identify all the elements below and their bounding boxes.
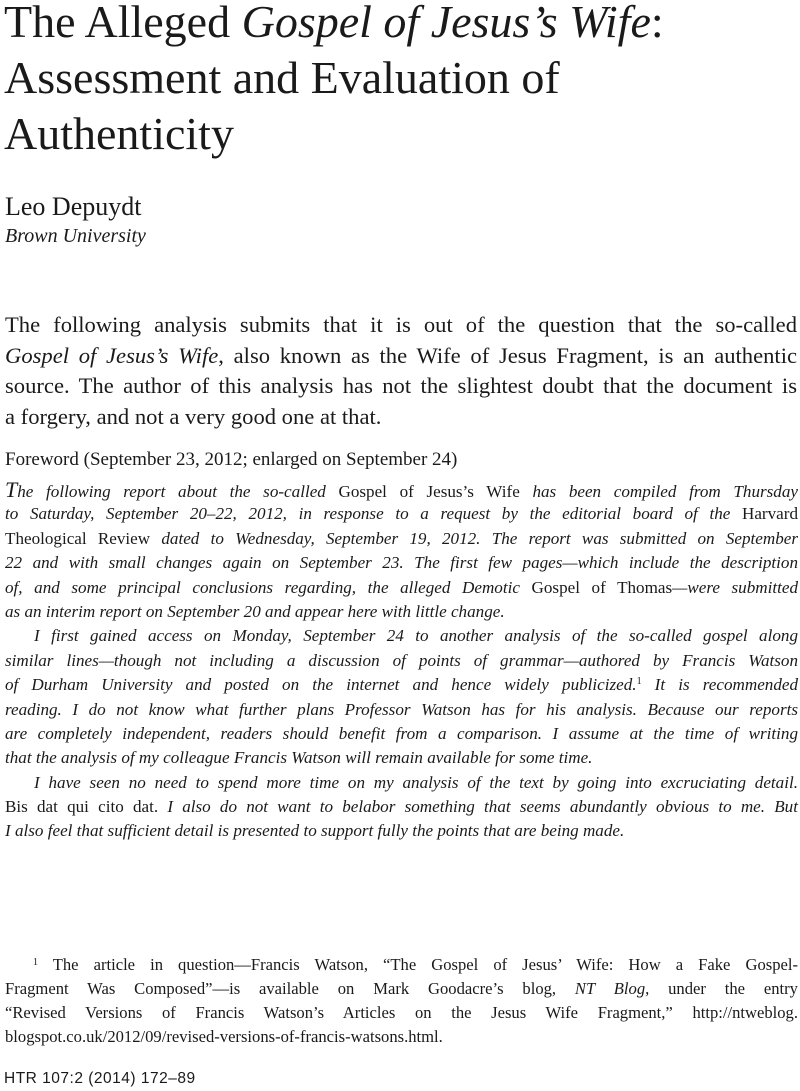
foreword-paragraph-3 (5, 771, 798, 844)
body-line: Theological Review dated to Wednesday, September 19, 2012. The report was submitted on September (5, 528, 798, 548)
body-line: 22 and with small changes again on September 23. The first few pages—which include the description (5, 553, 798, 573)
title-line-2: Assessment and Evaluation of (4, 52, 560, 103)
footnote-line: $^1$ The article in question—Francis Watson, “The Gospel of Jesus’ Wife: How a Fake Gospel- (33, 955, 798, 974)
footnote-line: Fragment Was Composed”—is available on Mark Goodacre’s blog, NT Blog, under the entry (5, 979, 798, 998)
body-line: of Durham University and posted on the internet and hence widely publicized.$^1$ It is recommended (5, 675, 799, 695)
foreword-body (5, 478, 798, 844)
title-line-1: The Alleged Gospel of Jesus’s Wife: (4, 0, 664, 47)
author-affiliation: Brown University (5, 225, 146, 247)
abstract-line: source. The author of this analysis has not the slightest doubt that the document is (5, 373, 797, 398)
body-line: that the analysis of my colleague Francis Watson will remain available for some time. (5, 748, 593, 768)
body-line: I also feel that sufficient detail is presented to support fully the points that are being made. (5, 821, 625, 841)
body-line: I first gained access on Monday, September 24 to another analysis of the so-called gospel along (34, 626, 798, 646)
foreword-heading: Foreword (September 23, 2012; enlarged on September 24) (5, 449, 458, 470)
body-line: The following report about the so-called Gospel of Jesus’s Wife has been compiled from Thursday (5, 477, 798, 502)
abstract-line: Gospel of Jesus’s Wife, also known as the Wife of Jesus Fragment, is an authentic (5, 342, 797, 368)
footnote (5, 953, 798, 1049)
body-line: are completely independent, readers should benefit from a comparison. I assume at the time of writing (5, 723, 798, 743)
running-footer: HTR 107:2 (2014) 172–89 (4, 1070, 196, 1087)
footnote-line: blogspot.co.uk/2012/09/revised-versions-of-francis-watsons.html. (5, 1027, 443, 1046)
drop-cap: T (5, 477, 18, 502)
foreword-paragraph-1 (5, 478, 798, 624)
title-line-3: Authenticity (4, 108, 234, 159)
abstract-line: a forgery, and not a very good one at that. (5, 403, 382, 429)
footnote-line: “Revised Versions of Francis Watson’s Articles on the Jesus Wife Fragment,” http://ntweblog. (5, 1003, 798, 1022)
body-line: Bis dat qui cito dat. I also do not want to belabor something that seems abundantly obvious to me. But (5, 797, 798, 817)
body-line: of, and some principal conclusions regarding, the alleged Demotic Gospel of Thomas—were submitted (5, 577, 798, 597)
author-name: Leo Depuydt (5, 192, 142, 221)
article-title (4, 0, 794, 162)
body-line: as an interim report on September 20 and appear here with little change. (5, 601, 505, 621)
body-line: to Saturday, September 20–22, 2012, in response to a request by the editorial board of the Harvard (5, 504, 798, 524)
foreword-paragraph-2 (5, 624, 798, 770)
body-line: I have seen no need to spend more time on my analysis of the text by going into excruciating detail. (34, 772, 798, 792)
abstract-line: The following analysis submits that it is out of the question that the so-called (5, 312, 797, 337)
body-line: similar lines—though not including a discussion of points of grammar—authored by Francis Watson (5, 650, 798, 670)
footnote-ref[interactable]: 1 (636, 676, 642, 688)
body-line: reading. I do not know what further plans Professor Watson has for his analysis. Because our reports (5, 699, 798, 719)
footnote-mark: 1 (33, 957, 38, 968)
abstract (5, 310, 797, 432)
